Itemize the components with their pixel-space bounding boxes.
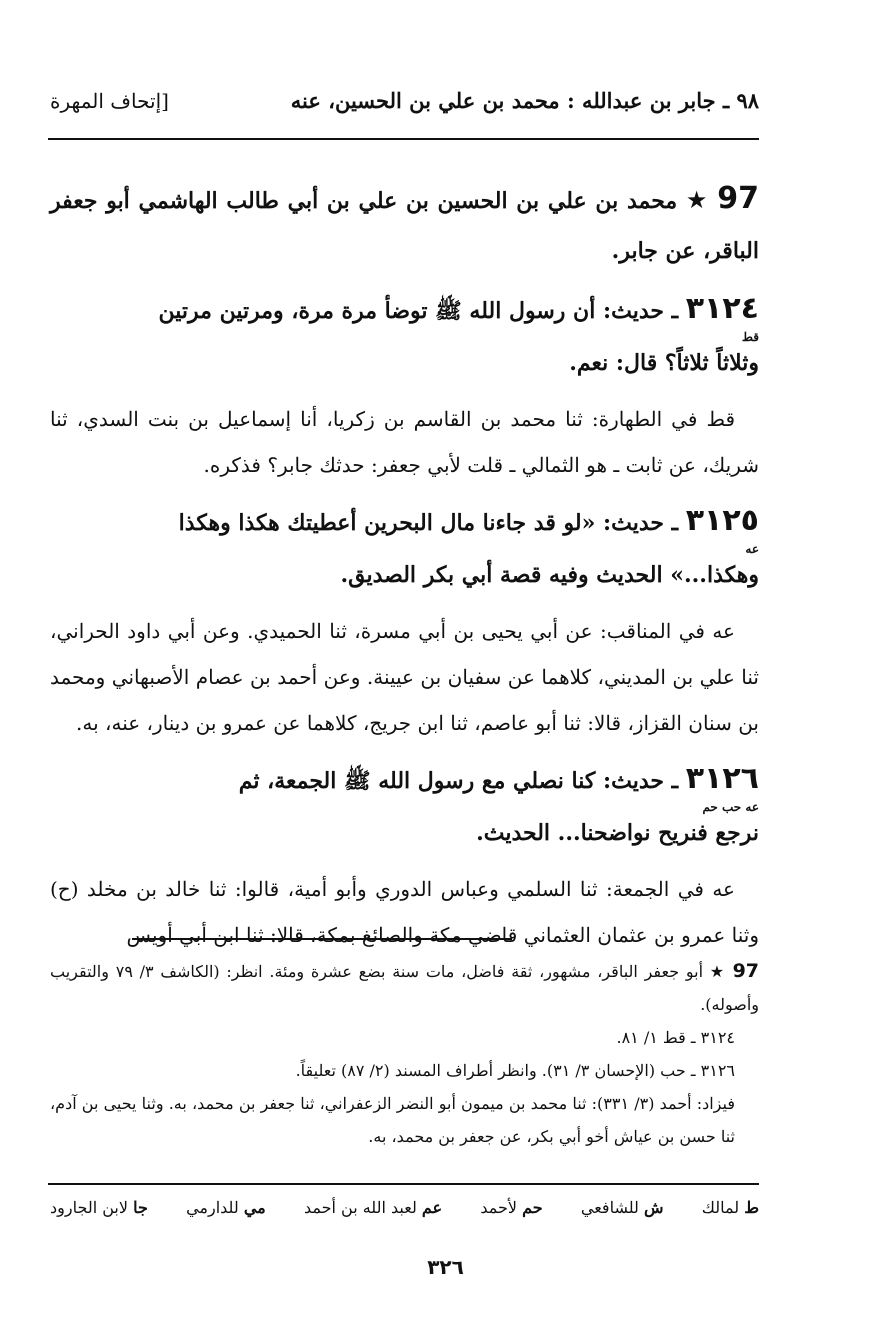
translator-entry (50, 174, 759, 276)
hadith-number: ٣١٢٤ (685, 291, 759, 326)
header-book-title: [إتحاف المهرة (50, 89, 169, 113)
abbreviation-code: جا (133, 1198, 148, 1217)
star-icon: ★ (685, 186, 709, 214)
abbreviation-code: ش (644, 1198, 664, 1217)
hadith-matn: ـ حديث: «لو قد جاءنا مال البحرين أعطيتك هكذا وهكذا (178, 510, 679, 536)
hadith-isnad: عه في الجمعة: ثنا السلمي وعباس الدوري وأبو أمية، قالوا: ثنا خالد بن مخلد (ح) وثنا عمرو بن عثمان العثماني قاضي مكة والصائغ بمكة، قالا: ثنا ابن أبي أويس (50, 877, 759, 947)
hadith-matn-continued: وهكذا...» الحديث وفيه قصة أبي بكر الصديق. (340, 562, 759, 588)
abbreviation-label: للشافعي (580, 1198, 639, 1217)
abbreviation-code: مي (243, 1198, 266, 1217)
star-icon: ★ (709, 962, 726, 981)
abbreviation-code: حم (522, 1198, 543, 1217)
hadith-text (50, 284, 759, 388)
running-header (50, 88, 759, 128)
hadith-isnad: قط في الطهارة: ثنا محمد بن القاسم بن زكريا، أنا إسماعيل بن بنت السدي، ثنا شريك، عن ثابت ـ هو الثمالي ـ قلت لأبي جعفر: حدثك جابر؟ فذكره. (50, 407, 759, 477)
abbreviation-item (186, 1198, 266, 1217)
hadith-matn-continued: نرجع فنريح نواضحنا... الحديث. (476, 820, 759, 846)
abbreviation-item (480, 1198, 542, 1217)
footnote-3126: ٣١٢٦ ـ حب (الإحسان ٣/ ٣١). وانظر أطراف المسند (٢/ ٨٧) تعليقاً. (295, 1061, 735, 1080)
abbreviation-label: لأحمد (480, 1198, 518, 1217)
footnote-3124: ٣١٢٤ ـ قط ١/ ٨١. (616, 1028, 735, 1047)
hadith-isnad: عه في المناقب: عن أبي يحيى بن أبي مسرة، ثنا الحميدي. وعن أبي داود الحراني، ثنا علي بن المديني، كلاهما عن سفيان بن عيينة. وعن أحمد بن عصام الأصبهاني ومحمد بن سنان القزاز، قالا: ثنا أبو عاصم، ثنا ابن جريج، كلاهما عن عمرو بن دينار، عنه، به. (50, 619, 759, 735)
hadith-3125 (50, 496, 759, 746)
header-chapter: ٩٨ ـ جابر بن عبدالله : محمد بن علي بن الحسين، عنه (290, 88, 759, 113)
abbreviation-item (304, 1198, 442, 1217)
abbreviation-label: للدارمي (186, 1198, 239, 1217)
abbreviation-label: لابن الجارود (50, 1198, 128, 1217)
abbreviations-key (50, 1198, 759, 1217)
abbreviation-label: لعبد الله بن أحمد (303, 1198, 417, 1217)
footnotes (50, 955, 759, 1153)
abbreviation-item (50, 1198, 148, 1217)
abbreviation-code: ط (744, 1198, 759, 1217)
hadith-matn: ـ حديث: كنا نصلي مع رسول الله ﷺ الجمعة، ثم (238, 768, 679, 794)
abbreviation-code: عم (421, 1198, 443, 1217)
header-rule (48, 138, 759, 140)
main-text (50, 170, 759, 966)
translator-number: 97 (717, 181, 759, 216)
hadith-text (50, 754, 759, 858)
translator-name: محمد بن علي بن الحسين بن علي بن أبي طالب الهاشمي أبو جعفر الباقر، عن جابر. (50, 188, 759, 264)
abbreviations-rule (48, 1183, 759, 1185)
hadith-number: ٣١٢٦ (685, 761, 759, 796)
footnote-number: 97 (732, 960, 760, 982)
hadith-matn: ـ حديث: أن رسول الله ﷺ توضأ مرة مرة، ومرتين مرتين (158, 298, 679, 324)
abbreviation-item (702, 1198, 759, 1217)
footnote-rule (132, 938, 512, 940)
page-number: ٣٢٦ (427, 1255, 464, 1279)
footnote-text: أبو جعفر الباقر، مشهور، ثقة فاضل، مات سنة بضع عشرة ومئة. انظر: (الكاشف ٣/ ٧٩ والتقريب وأصوله). (50, 962, 759, 1014)
hadith-3126 (50, 754, 759, 958)
abbreviation-item (581, 1198, 664, 1217)
abbreviation-label: لمالك (701, 1198, 740, 1217)
footnote-97 (50, 955, 759, 1021)
hadith-3124 (50, 284, 759, 488)
footnote-ahmad: فيزاد: أحمد (٣/ ٣٣١): ثنا محمد بن ميمون أبو النضر الزعفراني، ثنا جعفر بن محمد، به. وثنا يحيى بن آدم، ثنا حسن بن عياش أخو أبي بكر، عن جعفر بن محمد، به. (50, 1094, 735, 1146)
hadith-number: ٣١٢٥ (685, 503, 759, 538)
hadith-matn-continued: وثلاثاً ثلاثاً؟ قال: نعم. (569, 350, 759, 376)
hadith-siglum: عه حب حم (702, 800, 759, 814)
hadith-siglum: قط (741, 330, 759, 344)
hadith-siglum: عه (745, 542, 759, 556)
hadith-text (50, 496, 759, 600)
